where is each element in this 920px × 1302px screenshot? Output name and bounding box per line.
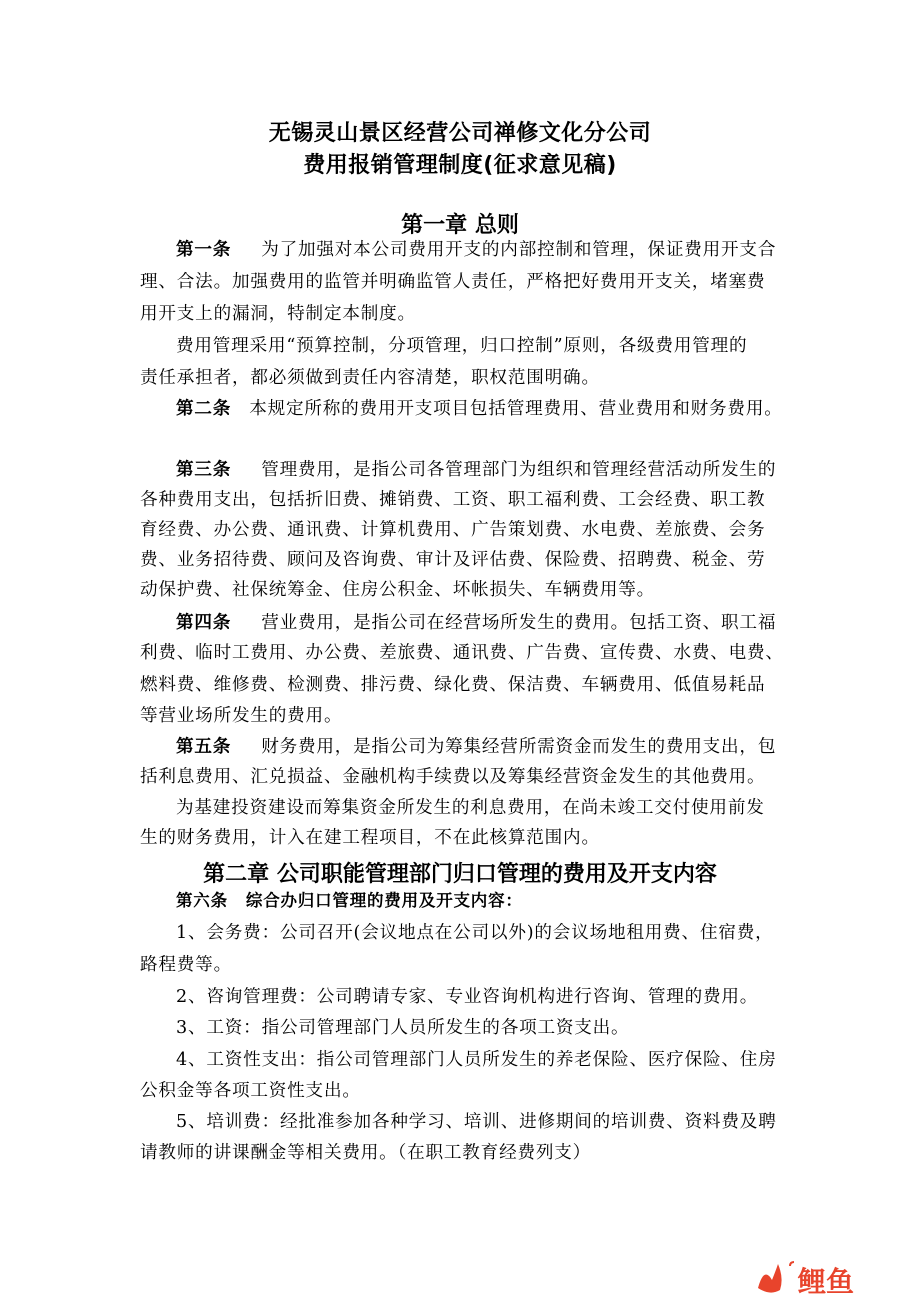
item-1-line2: 路程费等。 (140, 955, 232, 975)
document-title-line1: 无锡灵山景区经营公司禅修文化分公司 (268, 121, 652, 146)
article-4 (176, 615, 780, 633)
item-4-line2: 公积金等各项工资性支出。 (140, 1081, 361, 1101)
article-3-line3: 育经费、办公费、通讯费、计算机费用、广告策划费、水电费、差旅费、会务 (140, 520, 766, 540)
article-4-line4: 等营业场所发生的费用。 (140, 706, 343, 726)
chapter-2-title: 第二章 公司职能管理部门归口管理的费用及开支内容 (203, 862, 717, 887)
article-4-line3: 燃料费、维修费、检测费、排污费、绿化费、保洁费、车辆费用、低值易耗品 (140, 675, 766, 695)
item-5-line1: 5、培训费：经批准参加各种学习、培训、进修期间的培训费、资料费及聘 (176, 1112, 777, 1132)
article-6-label: 第六条 (176, 891, 228, 910)
paragraph-interest-line2: 生的财务费用，计入在建工程项目，不在此核算范围内。 (140, 828, 600, 848)
item-4-line1: 4、工资性支出：指公司管理部门人员所发生的养老保险、医疗保险、住房 (176, 1050, 777, 1070)
paragraph-interest-line1: 为基建投资建设而筹集资金所发生的利息费用，在尚未竣工交付使用前发 (176, 798, 765, 818)
article-5-line2: 括利息费用、汇兑损益、金融机构手续费以及筹集经营资金发生的其他费用。 (140, 767, 766, 787)
article-3-line4: 费、业务招待费、顾问及咨询费、审计及评估费、保险费、招聘费、税金、劳 (140, 550, 766, 570)
article-2-text: 本规定所称的费用开支项目包括管理费用、营业费用和财务费用。 (249, 399, 783, 419)
article-5 (176, 739, 780, 757)
article-1-line3: 用开支上的漏洞，特制定本制度。 (140, 304, 416, 324)
item-1-line1: 1、会务费：公司召开(会议地点在公司以外)的会议场地租用费、住宿费， (176, 923, 774, 943)
article-5-text: 财务费用，是指公司为筹集经营所需资金而发生的费用支出，包 (261, 737, 777, 757)
article-2 (176, 399, 783, 419)
item-3: 3、工资：指公司管理部门人员所发生的各项工资支出。 (176, 1018, 630, 1038)
article-1-line2: 理、合法。加强费用的监管并明确监管人责任，严格把好费用开支关，堵塞费 (140, 272, 766, 292)
paragraph-principle-line2: 责任承担者，都必须做到责任内容清楚，职权范围明确。 (140, 368, 600, 388)
article-5-label: 第五条 (176, 737, 232, 757)
article-3-line2: 各种费用支出，包括折旧费、摊销费、工资、职工福利费、工会经费、职工教 (140, 490, 766, 510)
brand-logo (750, 1258, 910, 1298)
article-6 (176, 893, 780, 910)
article-1-text: 为了加强对本公司费用开支的内部控制和管理，保证费用开支合 (261, 240, 777, 260)
item-2: 2、咨询管理费：公司聘请专家、专业咨询机构进行咨询、管理的费用。 (176, 987, 759, 1007)
chapter-1-title: 第一章 总则 (401, 213, 519, 238)
article-4-text: 营业费用，是指公司在经营场所发生的费用。包括工资、职工福 (261, 613, 777, 633)
paragraph-principle-line1: 费用管理采用“预算控制，分项管理，归口控制”原则，各级费用管理的 (176, 336, 748, 356)
logo-flame-icon (758, 1264, 782, 1293)
article-1 (176, 242, 780, 260)
article-3 (176, 462, 780, 480)
article-3-label: 第三条 (176, 460, 232, 480)
article-6-title: 综合办归口管理的费用及开支内容： (245, 891, 523, 910)
article-3-line5: 动保护费、社保统筹金、住房公积金、坏帐损失、车辆费用等。 (140, 580, 656, 600)
logo-text: 鲤鱼 (798, 1265, 855, 1298)
document-title-line2: 费用报销管理制度(征求意见稿) (303, 153, 617, 178)
item-5-line2: 请教师的讲课酬金等相关费用。（在职工教育经费列支） (140, 1143, 592, 1163)
article-4-line2: 利费、临时工费用、办公费、差旅费、通讯费、广告费、宣传费、水费、电费、 (140, 643, 784, 663)
article-4-label: 第四条 (176, 613, 232, 633)
article-1-label: 第一条 (176, 240, 232, 260)
article-2-label: 第二条 (176, 399, 232, 419)
article-3-text: 管理费用，是指公司各管理部门为组织和管理经营活动所发生的 (261, 460, 777, 480)
